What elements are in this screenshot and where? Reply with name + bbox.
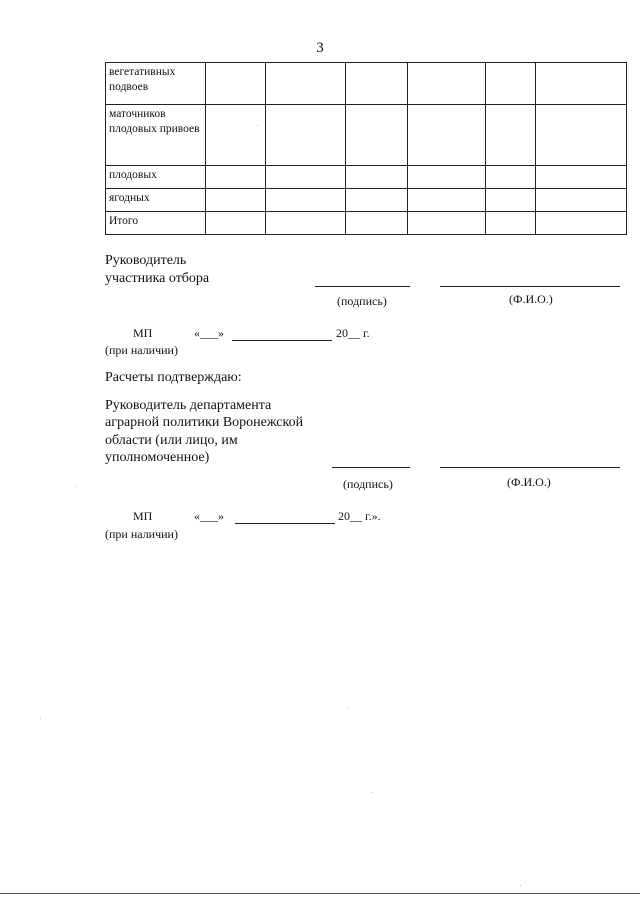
row-label: ягодных (106, 189, 206, 212)
scan-speck (372, 792, 373, 793)
table-row (106, 105, 627, 166)
if-any-note: (при наличии) (105, 343, 178, 357)
dept-title-line2: аграрной политики Воронежской (105, 415, 304, 430)
date-month-line (232, 340, 332, 341)
scan-speck (257, 125, 258, 126)
date-year: 20__ г. (336, 326, 370, 340)
table-row (106, 166, 627, 189)
signature-line (332, 467, 410, 468)
signature-line (315, 286, 410, 287)
signature-label: (подпись) (337, 294, 387, 308)
row-label: плодовых (106, 166, 206, 189)
scan-speck (348, 708, 349, 709)
page-bottom-edge (0, 893, 640, 894)
stamp-label: МП (133, 326, 153, 340)
row-label: маточников плодовых привоев (106, 105, 206, 166)
table-row (106, 63, 627, 105)
date-day: «___» (194, 509, 224, 523)
name-line (440, 286, 620, 287)
dept-title-line1: Руководитель департамента (105, 398, 272, 413)
table-row (106, 212, 627, 235)
summary-table (105, 62, 627, 235)
head-title-line1: Руководитель (105, 253, 187, 268)
row-label: вегетативных подвоев (106, 63, 206, 105)
signature-label: (подпись) (343, 477, 393, 491)
date-month-line (235, 523, 335, 524)
date-day: «___» (194, 326, 224, 340)
scan-speck (520, 885, 521, 886)
row-label: Итого (106, 212, 206, 235)
dept-title-line3: области (или лицо, им (105, 433, 238, 448)
head-title-line2: участника отбора (105, 271, 210, 286)
table-row (106, 189, 627, 212)
page-number: 3 (316, 40, 324, 56)
scan-speck (75, 486, 76, 487)
name-label: (Ф.И.О.) (509, 292, 553, 306)
stamp-label: МП (133, 509, 153, 523)
if-any-note: (при наличии) (105, 527, 178, 541)
confirm-text: Расчеты подтверждаю: (105, 370, 242, 385)
name-line (440, 467, 620, 468)
date-year: 20__ г.». (338, 509, 381, 523)
name-label: (Ф.И.О.) (507, 475, 551, 489)
dept-title-line4: уполномоченное) (105, 450, 210, 465)
scan-speck (40, 718, 41, 719)
